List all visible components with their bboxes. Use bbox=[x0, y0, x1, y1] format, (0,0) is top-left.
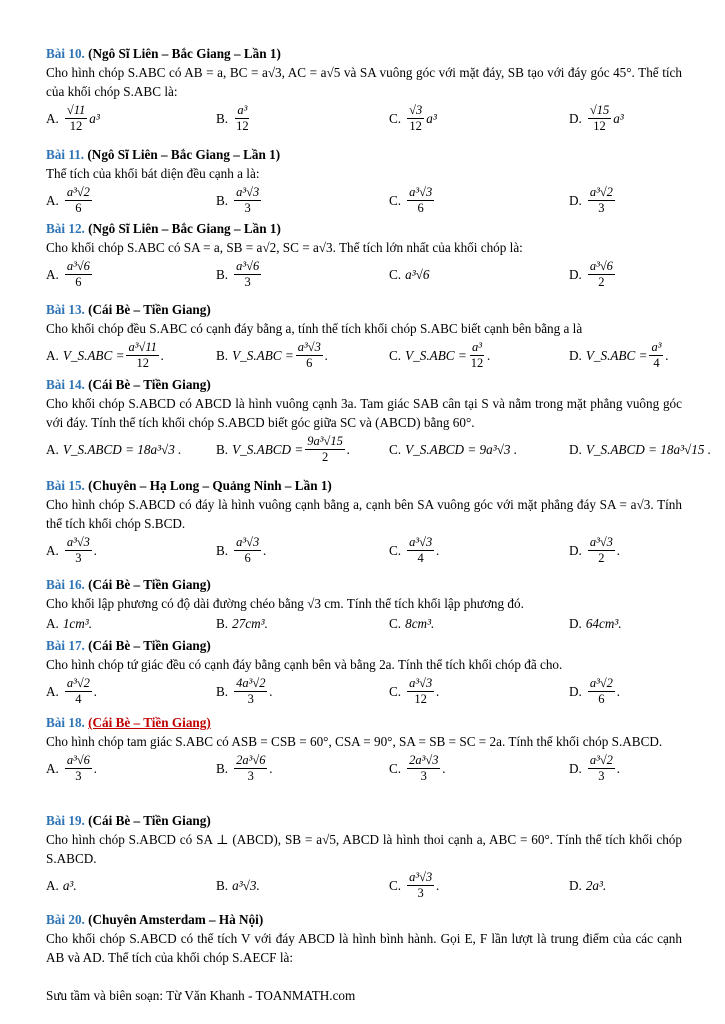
problem-block bbox=[46, 219, 682, 291]
problem-block bbox=[46, 375, 712, 466]
problem-header bbox=[46, 575, 682, 594]
problem-number: Bài 16. bbox=[46, 577, 85, 592]
fraction-denominator: 2 bbox=[321, 449, 329, 464]
answer-option bbox=[46, 101, 100, 135]
option-suffix: . bbox=[442, 760, 446, 776]
fraction-numerator: a³ bbox=[472, 339, 482, 354]
option-letter: B. bbox=[216, 266, 229, 282]
problem-block bbox=[46, 575, 682, 633]
answer-option bbox=[216, 868, 260, 902]
answer-options bbox=[46, 613, 682, 633]
problem-statement: Cho hình chóp tứ giác đều có cạnh đáy bằng cạnh bên và bằng 2a. Tính thể tích khối chóp đã cho. bbox=[46, 657, 563, 672]
problem-block bbox=[46, 44, 682, 135]
option-letter: C. bbox=[389, 347, 402, 363]
option-expression: 27cm³. bbox=[232, 615, 268, 631]
fraction-denominator: 3 bbox=[244, 274, 251, 289]
option-fraction bbox=[407, 185, 434, 216]
option-letter: C. bbox=[389, 877, 402, 893]
problem-number: Bài 15. bbox=[46, 478, 85, 493]
fraction-denominator: 3 bbox=[247, 691, 254, 706]
option-letter: A. bbox=[46, 615, 59, 631]
page-footer: Sưu tầm và biên soạn: Từ Văn Khanh - TOANMATH.com bbox=[46, 988, 356, 1003]
option-letter: A. bbox=[46, 110, 59, 126]
option-suffix: a³ bbox=[89, 110, 100, 126]
option-letter: C. bbox=[389, 615, 402, 631]
option-letter: D. bbox=[569, 877, 582, 893]
fraction-numerator: a³√3 bbox=[409, 184, 433, 199]
problem-source: (Cái Bè – Tiền Giang) bbox=[88, 715, 211, 730]
answer-option bbox=[46, 868, 77, 902]
option-fraction bbox=[234, 185, 261, 216]
option-suffix: . bbox=[487, 347, 491, 363]
problem-header bbox=[46, 300, 682, 319]
option-expression: a³√6 bbox=[405, 266, 430, 282]
problem-block bbox=[46, 811, 682, 902]
option-letter: D. bbox=[569, 110, 582, 126]
fraction-numerator: a³√3 bbox=[297, 339, 321, 354]
fraction-denominator: 3 bbox=[247, 768, 254, 783]
answer-option bbox=[389, 101, 437, 135]
fraction-denominator: 2 bbox=[598, 550, 605, 565]
problem-header bbox=[46, 375, 682, 394]
option-letter: D. bbox=[569, 683, 582, 699]
option-fraction bbox=[588, 676, 615, 707]
problem-number: Bài 20. bbox=[46, 912, 85, 927]
option-letter: B. bbox=[216, 877, 229, 893]
fraction-numerator: a³√6 bbox=[66, 752, 90, 767]
fraction-denominator: 6 bbox=[417, 200, 424, 215]
option-letter: D. bbox=[569, 347, 582, 363]
fraction-denominator: 6 bbox=[75, 200, 82, 215]
problem-header bbox=[46, 811, 682, 830]
fraction-denominator: 6 bbox=[306, 355, 313, 370]
problem-source: (Cái Bè – Tiền Giang) bbox=[88, 638, 211, 653]
answer-option bbox=[216, 751, 273, 785]
option-expression: V_S.ABCD = 18a³√15 . bbox=[585, 441, 712, 457]
answer-option bbox=[216, 338, 328, 372]
option-prefix: V_S.ABC = bbox=[232, 347, 294, 363]
option-suffix: . bbox=[346, 441, 351, 457]
answer-option bbox=[389, 183, 436, 217]
problem-source: (Cái Bè – Tiền Giang) bbox=[88, 813, 211, 828]
problem-block bbox=[46, 910, 682, 967]
option-fraction bbox=[65, 259, 92, 290]
option-letter: B. bbox=[216, 347, 229, 363]
option-fraction bbox=[588, 753, 615, 784]
problem-block bbox=[46, 476, 682, 567]
answer-option bbox=[216, 674, 273, 708]
fraction-denominator: 12 bbox=[593, 118, 606, 133]
problem-statement: Cho hình chóp S.ABCD có đáy là hình vuông cạnh bằng a, cạnh bên SA vuông góc với mặt phẳng đáy SA = a√3. Tính thể tích khối chóp S.BCD. bbox=[46, 497, 682, 531]
option-expression: a³√3. bbox=[232, 877, 260, 893]
fraction-numerator: a³√3 bbox=[409, 675, 433, 690]
answer-options bbox=[46, 183, 682, 217]
option-fraction bbox=[234, 535, 261, 566]
option-fraction bbox=[588, 259, 615, 290]
fraction-denominator: 3 bbox=[417, 885, 424, 900]
answer-option bbox=[569, 432, 711, 466]
option-fraction bbox=[296, 340, 323, 371]
option-expression: V_S.ABCD = 18a³√3 . bbox=[62, 441, 182, 457]
fraction-denominator: 6 bbox=[244, 550, 251, 565]
option-letter: A. bbox=[46, 347, 59, 363]
problem-statement: Cho khối chóp S.ABCD có thể tích V với đáy ABCD là hình bình hành. Gọi E, F lần lượt là trung điểm của các cạnh AB và AD. Thể tích của khối chóp S.AECF là: bbox=[46, 931, 682, 965]
option-letter: C. bbox=[389, 542, 402, 558]
problem-header bbox=[46, 219, 682, 238]
option-letter: A. bbox=[46, 542, 59, 558]
option-letter: B. bbox=[216, 110, 229, 126]
answer-option bbox=[569, 751, 620, 785]
option-suffix: . bbox=[616, 542, 621, 558]
answer-option bbox=[569, 868, 606, 902]
fraction-denominator: 6 bbox=[75, 274, 82, 289]
option-letter: D. bbox=[569, 266, 582, 282]
problem-header bbox=[46, 44, 682, 63]
problem-statement: Cho khối chóp S.ABCD có ABCD là hình vuông cạnh 3a. Tam giác SAB cân tại S và nằm trong mặt phẳng vuông góc với đáy. Tính thể tích khối chóp S.ABCD biết góc giữa SC và (ABCD) bằng 60°. bbox=[46, 396, 682, 430]
problem-statement: Cho hình chóp tam giác S.ABC có ASB = CSB = 60°, CSA = 90°, SA = SB = SC = 2a. Tính thể khối chóp S.ABCD. bbox=[46, 734, 663, 749]
option-fraction bbox=[588, 185, 615, 216]
fraction-numerator: a³√11 bbox=[128, 339, 157, 354]
fraction-denominator: 2 bbox=[598, 274, 605, 289]
answer-option bbox=[569, 101, 624, 135]
option-suffix: a³ bbox=[613, 110, 624, 126]
fraction-denominator: 3 bbox=[598, 768, 605, 783]
option-fraction bbox=[65, 103, 87, 134]
fraction-denominator: 4 bbox=[75, 691, 82, 706]
fraction-denominator: 12 bbox=[409, 118, 422, 133]
option-suffix: . bbox=[160, 347, 165, 363]
fraction-numerator: √3 bbox=[409, 102, 423, 117]
option-letter: A. bbox=[46, 683, 59, 699]
problem-number: Bài 14. bbox=[46, 377, 85, 392]
option-letter: C. bbox=[389, 266, 402, 282]
option-fraction bbox=[234, 753, 267, 784]
fraction-denominator: 12 bbox=[414, 691, 427, 706]
option-suffix: . bbox=[436, 683, 440, 699]
fraction-numerator: 2a³√6 bbox=[236, 752, 266, 767]
answer-option bbox=[389, 533, 440, 567]
option-letter: A. bbox=[46, 877, 59, 893]
fraction-denominator: 6 bbox=[598, 691, 605, 706]
fraction-numerator: a³ bbox=[237, 102, 248, 117]
fraction-numerator: a³√3 bbox=[236, 534, 260, 549]
option-suffix: . bbox=[436, 542, 440, 558]
option-fraction bbox=[234, 259, 261, 290]
problem-number: Bài 13. bbox=[46, 302, 85, 317]
answer-option bbox=[216, 533, 267, 567]
answer-option bbox=[46, 338, 164, 372]
answer-option bbox=[389, 868, 440, 902]
fraction-numerator: a³√6 bbox=[589, 258, 613, 273]
problem-header bbox=[46, 636, 682, 655]
option-letter: A. bbox=[46, 266, 59, 282]
option-expression: 2a³. bbox=[585, 877, 607, 893]
problem-statement: Cho hình chóp S.ABC có AB = a, BC = a√3, AC = a√5 và SA vuông góc với mặt đáy, SB tạo với đáy góc 45°. Thể tích của khối chóp S.ABC là: bbox=[46, 65, 682, 99]
fraction-numerator: a³√6 bbox=[66, 258, 90, 273]
option-expression: 64cm³. bbox=[585, 615, 622, 631]
answer-options bbox=[46, 868, 682, 902]
option-fraction bbox=[407, 676, 434, 707]
problem-statement: Cho khối chóp S.ABC có SA = a, SB = a√2, SC = a√3. Thể tích lớn nhất của khối chóp là: bbox=[46, 240, 523, 255]
problem-header bbox=[46, 145, 682, 164]
option-letter: A. bbox=[46, 192, 59, 208]
option-fraction bbox=[407, 870, 434, 901]
option-fraction bbox=[588, 103, 611, 134]
option-suffix: . bbox=[93, 760, 98, 776]
option-letter: C. bbox=[389, 192, 402, 208]
answer-option bbox=[569, 533, 620, 567]
answer-options bbox=[46, 432, 712, 466]
option-expression: 1cm³. bbox=[62, 615, 93, 631]
option-suffix: . bbox=[616, 683, 621, 699]
option-letter: B. bbox=[216, 615, 229, 631]
answer-option bbox=[46, 613, 92, 633]
fraction-numerator: a³√3 bbox=[66, 534, 90, 549]
answer-options bbox=[46, 101, 682, 135]
answer-option bbox=[46, 674, 97, 708]
fraction-denominator: 3 bbox=[244, 200, 251, 215]
answer-options bbox=[46, 533, 682, 567]
fraction-denominator: 4 bbox=[417, 550, 424, 565]
option-letter: C. bbox=[389, 760, 402, 776]
option-fraction bbox=[407, 535, 434, 566]
fraction-numerator: a³√2 bbox=[589, 184, 613, 199]
option-prefix: V_S.ABCD = bbox=[232, 441, 304, 457]
problem-number: Bài 11. bbox=[46, 147, 85, 162]
problem-number: Bài 17. bbox=[46, 638, 85, 653]
answer-option bbox=[569, 183, 617, 217]
answer-option bbox=[46, 432, 181, 466]
option-suffix: a³ bbox=[426, 110, 437, 126]
option-suffix: . bbox=[269, 760, 273, 776]
option-letter: D. bbox=[569, 542, 582, 558]
answer-option bbox=[216, 101, 253, 135]
problem-number: Bài 18. bbox=[46, 715, 85, 730]
problem-source: (Cái Bè – Tiền Giang) bbox=[88, 577, 211, 592]
option-suffix: . bbox=[665, 347, 669, 363]
option-fraction bbox=[234, 676, 267, 707]
option-fraction bbox=[305, 434, 345, 465]
fraction-numerator: 4a³√2 bbox=[236, 675, 266, 690]
option-prefix: V_S.ABC = bbox=[585, 347, 648, 363]
answer-option bbox=[389, 674, 440, 708]
problem-source: (Cái Bè – Tiền Giang) bbox=[88, 302, 211, 317]
problem-block bbox=[46, 300, 682, 372]
option-fraction bbox=[65, 185, 92, 216]
option-letter: C. bbox=[389, 683, 402, 699]
answer-option bbox=[389, 613, 434, 633]
problem-header bbox=[46, 476, 682, 495]
option-fraction bbox=[65, 676, 92, 707]
answer-option bbox=[389, 338, 491, 372]
problem-block bbox=[46, 713, 682, 785]
option-fraction bbox=[649, 340, 663, 371]
option-prefix: V_S.ABC = bbox=[405, 347, 467, 363]
fraction-numerator: a³√3 bbox=[409, 869, 433, 884]
fraction-numerator: 9a³√15 bbox=[307, 433, 343, 448]
option-suffix: . bbox=[93, 542, 98, 558]
answer-option bbox=[389, 257, 429, 291]
option-fraction bbox=[65, 753, 92, 784]
option-letter: D. bbox=[569, 760, 582, 776]
option-letter: B. bbox=[216, 683, 229, 699]
problem-header bbox=[46, 713, 682, 732]
fraction-numerator: a³√2 bbox=[66, 184, 90, 199]
option-suffix: . bbox=[269, 683, 273, 699]
option-letter: D. bbox=[569, 192, 582, 208]
fraction-denominator: 12 bbox=[236, 118, 249, 133]
fraction-denominator: 12 bbox=[69, 118, 83, 133]
option-fraction bbox=[588, 535, 615, 566]
answer-options bbox=[46, 674, 682, 708]
option-letter: D. bbox=[569, 615, 582, 631]
fraction-denominator: 12 bbox=[470, 355, 484, 370]
fraction-denominator: 12 bbox=[136, 355, 149, 370]
option-fraction bbox=[126, 340, 158, 371]
option-suffix: . bbox=[616, 760, 621, 776]
answer-options bbox=[46, 338, 682, 372]
problem-source: (Ngô Sĩ Liên – Bắc Giang – Lần 1) bbox=[88, 46, 281, 61]
problem-number: Bài 12. bbox=[46, 221, 85, 236]
fraction-numerator: a³√3 bbox=[236, 184, 260, 199]
problem-header bbox=[46, 910, 682, 929]
option-fraction bbox=[469, 340, 486, 371]
fraction-numerator: a³√3 bbox=[409, 534, 433, 549]
problem-source: (Chuyên – Hạ Long – Quảng Ninh – Lần 1) bbox=[88, 478, 332, 493]
fraction-numerator: a³ bbox=[651, 339, 662, 354]
option-expression: 8cm³. bbox=[405, 615, 435, 631]
answer-option bbox=[46, 183, 94, 217]
problem-block bbox=[46, 636, 682, 708]
answer-option bbox=[389, 751, 446, 785]
fraction-denominator: 3 bbox=[598, 200, 605, 215]
fraction-denominator: 3 bbox=[75, 768, 82, 783]
problem-statement: Cho khối lập phương có độ dài đường chéo bằng √3 cm. Tính thể tích khối lập phương đó. bbox=[46, 596, 524, 611]
fraction-numerator: √11 bbox=[66, 102, 86, 117]
answer-option bbox=[216, 257, 263, 291]
answer-option bbox=[569, 613, 622, 633]
problem-statement: Cho hình chóp S.ABCD có SA ⊥ (ABCD), SB = a√5, ABCD là hình thoi cạnh a, ABC = 60°. Tính thể tích khối chóp S.ABCD. bbox=[46, 832, 682, 866]
fraction-denominator: 3 bbox=[75, 550, 82, 565]
answer-option bbox=[46, 533, 97, 567]
answer-option bbox=[216, 183, 263, 217]
fraction-numerator: 2a³√3 bbox=[409, 752, 439, 767]
option-suffix: . bbox=[93, 683, 98, 699]
option-letter: B. bbox=[216, 542, 229, 558]
answer-option bbox=[389, 432, 517, 466]
fraction-numerator: √15 bbox=[589, 102, 610, 117]
option-letter: B. bbox=[216, 760, 229, 776]
problem-statement: Cho khối chóp đều S.ABC có cạnh đáy bằng a, tính thể tích khối chóp S.ABC biết cạnh bên bằng a là bbox=[46, 321, 583, 336]
answer-option bbox=[216, 432, 350, 466]
fraction-denominator: 3 bbox=[420, 768, 427, 783]
option-letter: C. bbox=[389, 441, 402, 457]
option-suffix: . bbox=[324, 347, 329, 363]
problem-number: Bài 19. bbox=[46, 813, 85, 828]
problem-source: (Ngô Sĩ Liên – Bắc Giang – Lần 1) bbox=[87, 147, 281, 162]
option-prefix: V_S.ABC = bbox=[62, 347, 125, 363]
option-letter: A. bbox=[46, 760, 59, 776]
fraction-numerator: a³√6 bbox=[236, 258, 260, 273]
problem-number: Bài 10. bbox=[46, 46, 85, 61]
option-fraction bbox=[234, 103, 251, 134]
fraction-denominator: 4 bbox=[653, 355, 660, 370]
fraction-numerator: a³√2 bbox=[589, 675, 613, 690]
answer-option bbox=[569, 338, 669, 372]
option-letter: B. bbox=[216, 192, 229, 208]
option-fraction bbox=[65, 535, 92, 566]
option-fraction bbox=[407, 103, 424, 134]
answer-options bbox=[46, 257, 682, 291]
option-expression: V_S.ABCD = 9a³√3 . bbox=[405, 441, 518, 457]
option-letter: A. bbox=[46, 441, 59, 457]
problem-block bbox=[46, 145, 682, 217]
option-expression: a³. bbox=[62, 877, 77, 893]
fraction-numerator: a³√2 bbox=[66, 675, 90, 690]
answer-option bbox=[569, 257, 617, 291]
problem-source: (Cái Bè – Tiền Giang) bbox=[88, 377, 211, 392]
answer-option bbox=[569, 674, 620, 708]
option-letter: C. bbox=[389, 110, 402, 126]
problem-source: (Chuyên Amsterdam – Hà Nội) bbox=[88, 912, 264, 927]
answer-option bbox=[216, 613, 268, 633]
option-suffix: . bbox=[436, 877, 440, 893]
answer-options bbox=[46, 751, 682, 785]
fraction-numerator: a³√2 bbox=[589, 752, 613, 767]
option-letter: D. bbox=[569, 441, 582, 457]
answer-option bbox=[46, 257, 94, 291]
option-suffix: . bbox=[263, 542, 267, 558]
problem-statement: Thể tích của khối bát diện đều cạnh a là: bbox=[46, 166, 260, 181]
fraction-numerator: a³√3 bbox=[589, 534, 613, 549]
option-letter: B. bbox=[216, 441, 229, 457]
option-fraction bbox=[407, 753, 440, 784]
answer-option bbox=[46, 751, 97, 785]
problem-source: (Ngô Sĩ Liên – Bắc Giang – Lần 1) bbox=[88, 221, 281, 236]
